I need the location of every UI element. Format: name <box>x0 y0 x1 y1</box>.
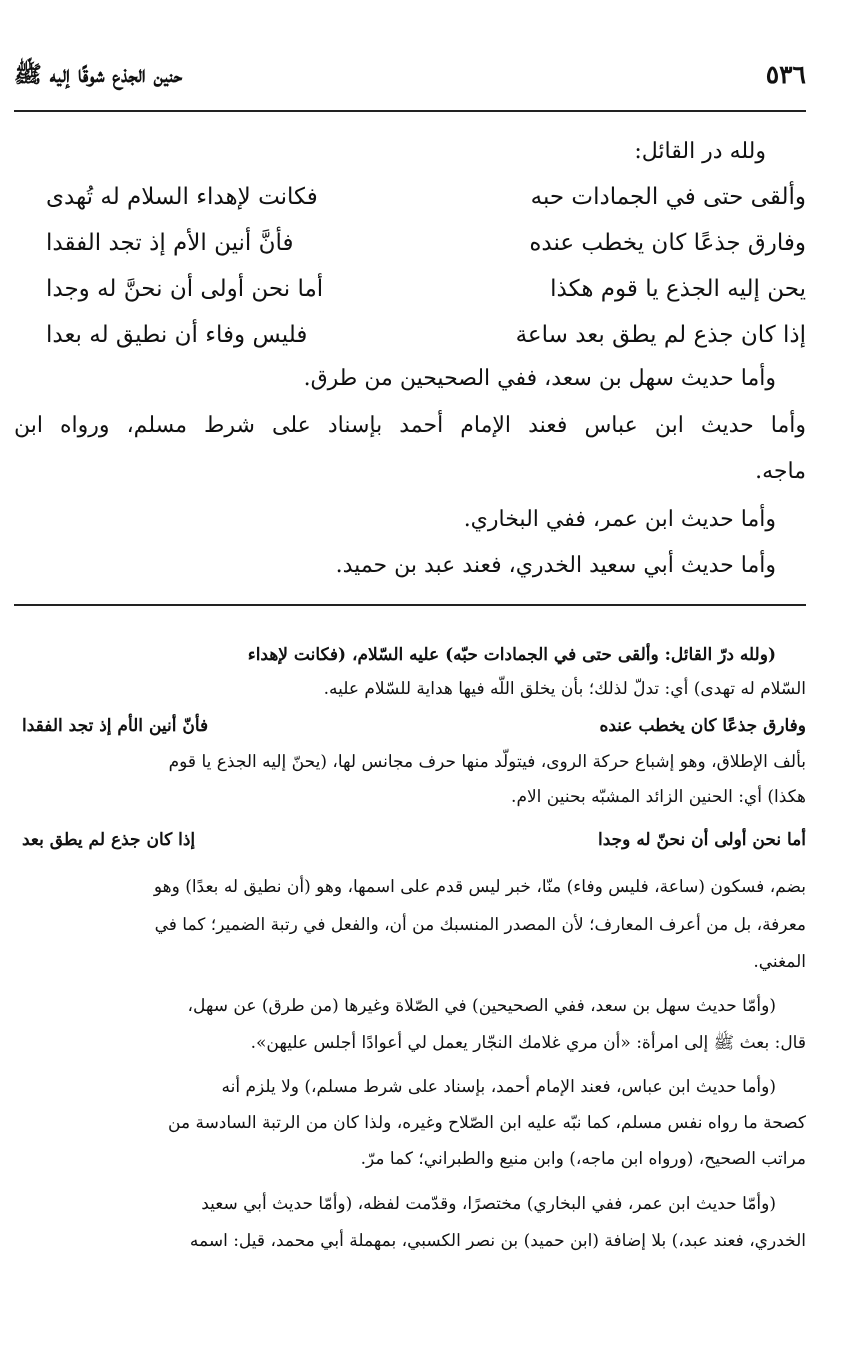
commentary-line: (وأمّا حديث سهل بن سعد، ففي الصحيحين) في الصّلاة وغيرها (من طرق) عن سهل، <box>187 996 776 1016</box>
running-title: حنين الجذع شوقًا إليه ﷺ <box>14 61 183 88</box>
verse-hemistich: أما نحن أولى أن نحنَّ له وجدا <box>46 276 324 302</box>
body-line: وأما حديث أبي سعيد الخدري، فعند عبد بن حميد. <box>335 553 776 578</box>
commentary-line: بضم، فسكون (ساعة، فليس وفاء) منّا، خبر ليس قدم على اسمها، وهو (أن نطيق له بعدًا) وهو <box>153 877 806 897</box>
commentary-line: معرفة، بل من أعرف المعارف؛ لأن المصدر المنسبك من أن، والفعل في رتبة الضمير؛ كما في <box>154 915 806 935</box>
body-line: وأما حديث ابن عمر، ففي البخاري. <box>463 507 776 532</box>
commentary-line: السّلام له تهدى) أي: تدلّ لذلك؛ بأن يخلق اللّه فيها هداية للسّلام عليه. <box>323 679 806 699</box>
commentary-line: بألف الإطلاق، وهو إشباع حركة الروى، فيتولّد منها حرف مجانس لها، (يحنّ إليه الجذع يا قوم <box>168 752 806 772</box>
commentary-line: هكذا) أي: الحنين الزائد المشبّه بحنين الام. <box>511 787 806 807</box>
verse-hemistich: فليس وفاء أن نطيق له بعدا <box>46 322 308 348</box>
body-line: وأما حديث ابن عباس فعند الإمام أحمد بإسناد على شرط مسلم، ورواه ابن <box>14 413 806 438</box>
body-line: وأما حديث سهل بن سعد، ففي الصحيحين من طرق. <box>303 366 776 391</box>
page-number: ٥٣٦ <box>765 60 806 89</box>
commentary-line: (وأمّا حديث ابن عمر، ففي البخاري) مختصرًا، وقدّمت لفظه، (وأمّا حديث أبي سعيد <box>201 1194 776 1214</box>
commentary-verse-second: إذا كان جذع لم يطق بعد <box>22 830 196 850</box>
verse-hemistich: فكانت لإهداء السلام له تُهدى <box>46 184 318 210</box>
page-header <box>14 56 806 96</box>
commentary-line: (ولله درّ القائل: وألقى حتى في الجمادات حبّه) عليه السّلام، (فكانت لإهداء <box>247 645 776 665</box>
verse-hemistich: وفارق جذعًا كان يخطب عنده <box>529 230 806 256</box>
verse-hemistich: فأنَّ أنين الأم إذ تجد الفقدا <box>46 230 294 256</box>
header-divider <box>14 110 806 112</box>
verse-row <box>46 230 806 264</box>
verse-row <box>46 276 806 310</box>
commentary-line: الخدري، فعند عبد،) بلا إضافة (ابن حميد) بن نصر الكسبي، بمهملة أبي محمد، قيل: اسمه <box>189 1231 806 1251</box>
commentary-verse-first: أما نحن أولى أن نحنّ له وجدا <box>598 830 806 850</box>
commentary-line: (وأما حديث ابن عباس، فعند الإمام أحمد، بإسناد على شرط مسلم،) ولا يلزم أنه <box>221 1077 776 1097</box>
verse-row <box>46 184 806 218</box>
commentary-divider <box>14 604 806 606</box>
verse-row <box>46 322 806 356</box>
body-line: ماجه. <box>755 459 806 484</box>
commentary-verse-second: فأنّ أنين الأم إذ تجد الفقدا <box>22 716 209 736</box>
commentary-line: قال: بعث ﷺ إلى امرأة: «أن مري غلامك النجّار يعمل لي أعوادًا أجلس عليهن». <box>250 1033 806 1053</box>
intro-line: ولله در القائل: <box>634 139 766 164</box>
commentary-verse-first: وفارق جذعًا كان يخطب عنده <box>599 716 806 736</box>
commentary-line: مراتب الصحيح، (ورواه ابن ماجه،) وابن منيع والطبراني؛ كما مرّ. <box>360 1149 806 1169</box>
verse-hemistich: إذا كان جذع لم يطق بعد ساعة <box>515 322 806 348</box>
commentary-line: المغني. <box>753 952 806 972</box>
verse-hemistich: يحن إليه الجذع يا قوم هكذا <box>550 276 806 302</box>
commentary-line: كصحة ما رواه نفس مسلم، كما نبّه عليه ابن الصّلاح وغيره، ولذا كان من الرتبة السادسة من <box>168 1113 806 1133</box>
verse-hemistich: وألقى حتى في الجمادات حبه <box>530 184 806 210</box>
